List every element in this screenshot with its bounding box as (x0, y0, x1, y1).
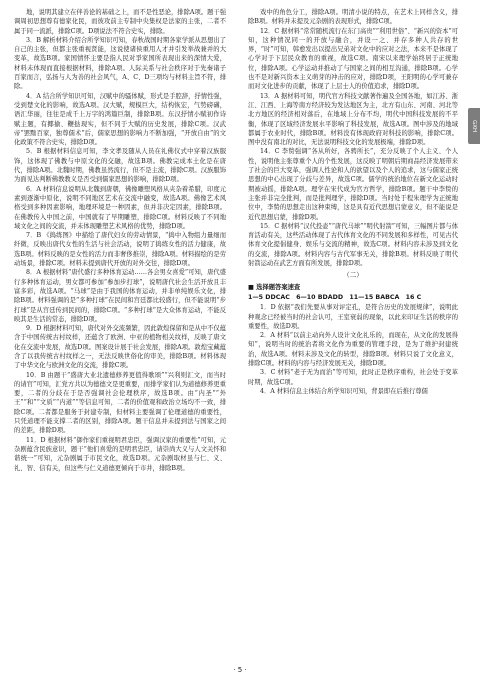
right-column (248, 8, 458, 396)
answer-key-heading: ■ 选择题答案速查 (248, 283, 301, 291)
paragraph: 戏中的角色分工，排除A项。明清小说的特点，在艺术上同样含义，排除B项。材料并未提及元杂剧的表现形式，排除C项。 (248, 9, 458, 26)
side-tab: GXH (468, 108, 480, 144)
answer-key-list: 1—5 DDCAC 6—10 BDADD 11—15 BABCA 16 C (248, 293, 422, 301)
section-title: （二） (343, 271, 363, 280)
paragraph: 3．B 解析材料介绍合所学知识可知，春秋战国时期各家学派从思想出了自己的主张，但都主张重视贤能，这说使诸侯重用人才并引发举战兼并的大变革，故选B项。家国情怀主要是指人民对爭家国所表现出来的深情大爱，材料未体现而直接根据材料，排除A项。人际关系与社会秩序对于先秦诸子百家而言，弘扬与人为善的社会风气，A、C、D三项均与材料主旨不符，排除。 (14, 36, 226, 91)
left-column (14, 8, 226, 473)
paragraph: 10．B 由题干“盛唐大业北遗德修养更值得歌颂”“兴利则汇文，而当时的请官”可知，汇党方共以为德德文是更重要，而排学家们认为道德修养更重要，二者的分歧在于是否强调社会伦理秩序，故选B项。由“内圣”“外王”“和”“文质”“内道”“等信息可知，二者的价值观和政治立场均不一致，排除C项。二者都是服务于封建专制，但材料主要强调了伦理道德的重要性，只凭道理不能支撑二者的区别，排除A项。题干信息并未提到法与国家之间的差距，排除D项。 (14, 371, 226, 435)
paragraph: 2．A 材料“以前主动向外人设计文化礼乐的，而现在，从文化的发展得知”，说明当时的统治者将文化作为重要的管理手段，是为了维护封建统治，故选A项。材料未涉及文化的转型，排除B项。材料只说了文化意义，排除C项。材料的内容与经济发展无关，排除D项。 (248, 332, 458, 367)
paragraph: 8．A 根据材料“唐代盛行多种体育运动……各会男女喜爱”可知，唐代盛行多种体育运动，男女都可参加“参加步打球”，说明唐代社会生活开放且丰富多彩，故选A项。“马球”是由于我国的体育运动，并非单纯娱乐文化，排除B项。材料强调的是“多种打球”在民间和宫廷都比较盛行，但不能说明“步打球”是从宫廷传到民间的，排除C项。“多种打球”是大众体育运动，不能反映其是生活的常态，排除D项。 (14, 269, 226, 323)
paragraph: 4．A 材料信息主体结合所学知识可知，背景即在后推行尊儒 (260, 387, 428, 395)
paragraph: 7．B 《捣练图》中描绘了唐代妇女的劳动情景，“捣中入物组力量细而纤微，反映出唐代女性的生活与社会活动，说明了捣练女性的活力健康，故选B项。材料反映的是女性的活力而非奢侈推崇，排除A项。材料描绘的是劳动场景，排除C项。材料未提到唐代开放的对外交往，排除D项。 (14, 232, 226, 268)
paragraph: 15．C 据材料“汉代投壶”“唐代马球”“明代射箭”可知，三幅图片都与体育活动有关，这些活动体现了古代体育文化的不同发展和多样性，可见古代体育文化提倡健身、娱乐与交流的精神，故选C项。材料内容未涉及到文化的交流，排除A项。材料内容与古代军事无关，排除B项。材料反映了明代射箭运动在武艺方面有所发展，排除D项。 (248, 222, 458, 268)
paragraph: 3．C 材料“老子无为而治”等可知，此时正是秩序重构，社会处于变革时期，故选C项。 (248, 369, 458, 386)
paragraph: 11．D 根据材料“御作家们重视明君忠臣，强调汉家的重要性”可知，元杂剧蕴含民族意识，题干“他们喜爱的是明君忠臣，请崇尚大义与人文关怀和谐统一”可知，元杂剧属于市民文化，故选D项。元杂剧取材虽与仁、义、礼、智、信有关，但这些与仁义道德更倾向于市井，排除B项。 (14, 436, 226, 472)
paragraph: 13．A 据材料可知，明代官方科技文献著作遍及全国各地，如江苏、浙江、江西、上海等南方经济较为发达地区为主，北方有山东、河南、河北等北方地区的经济相对落后，在地域上分布不均，明代中国科技发展的不平衡，体现了区域经济发展水平影响了科技发展，故选A项。图中涉及的地域都属于农业时代，排除B项。材料没有体现政府对科技的影响，排除C项。图中没有南北的对比，无法说明科技文化的发展极端，排除D项。 (248, 92, 458, 147)
paragraph: 14．C 李贽强调“各从所好，各骋所长”，充分反映了个人主义、个人性，说明他主张尊重个人的个性发展，这反映了明朝后期商品经济发展带来了社会的巨大变革，强调人性论和人的欲望以及个人的追求，这与儒家正统思想的中心出现了分歧与差异，故选C项。儒学的统治地位在新文化运动时期被动摇，排除A项。理学在宋代成为官方哲学，排除B项。题干中李贽的主张并非完全批判，而是批判理学，排除D项。当时处于程朱理学为正统地位中，李贽的思想走出这种束缚，这是具有近代思想启蒙意义，但不能说是近代思想启蒙，排除D项。 (248, 148, 458, 221)
paragraph: 4．A 结合所学知识可知，汉赋中的骚体赋，形式是手腔辞，抒情性强，受到楚文化的影响，故选A项。汉大赋，规模巨大，结构恢宏，气势磅礴，语汇华丽，往往是成千上万字的鸿篇巨制，排除B项。东汉抒情小赋初作诗赋主题，有揶揄、鞭挞现实，但不同于大赋的历史发展，排除C项。汉武帝“罢黜百家，独尊儒术”后，儒家思想的影响力不断加强，“开放自由”的文化政策不符合史实，排除D项。 (14, 92, 226, 147)
paragraph: 6．A 材料信息说明从北魏到唐朝，佛像雕塑风格从夹杂着希腊，印度元素到逐渐中原化，说明不同地区艺术在交流中融变，故选A项。佛像艺术风格受到多种因素影响，地理环境是一种因素，但并非决定因素，排除B项。在佛教传入中国之前，中国就有了早期雕塑，排除C项。材料反映了不同地域文化之间的交流，并未体现雕塑艺术风格的优势，排除D项。 (14, 185, 226, 230)
paragraph: 1．D 依据“我们先要从事对评定孔，是符合历史的发展规律”，说明此种观念已经被当时的社会认可，王室衰弱的现象，以此来印证生活的秩序的重要性，故选D项。 (248, 304, 458, 330)
paragraph: 12．C 据材料“常常随机流行在东门高贵”“利用世俗”、“新兴的资本”可知，这种情况同一的开放与融合，并设一之、并存多种人共存的世界，“时”可知，韩愈发出以提出兄弟对文化中的应对之法，本来不是体现了心学对于下层民众教育的重视，故选C项。南宋以来理学始终居于正统地位，排除A项。心学运动并推动了与国家之间的相互沟通，排除B项。心学也不是对新兴资本主义萌芽的冲击的应对，排除D项，王阳明的心学可兼存而对文化进步的贡献，体现了上层士人的价值追求，排除D项。 (248, 27, 458, 91)
paragraph: 5．B 根据材料信息可知，李文孝及随从人员在礼佛仪式中穿着汉族服饰，这体现了佛教与中原文化的交融，故选B项。佛教完成本土化是在唐代，排除A项。北魏时期，佛教虽然流行，但不是主流，排除C项。汉族服饰为面见达判断佛教教义是否受到儒家思想的影响，排除D项。 (14, 148, 226, 184)
page-number-value: 5 (237, 666, 243, 674)
paragraph: 9．D 根据材料可知，唐代对外交流频繁，因此敦煌保留和是从中不仅蕴含于中国传统古村纹样，还蕴含了欧洲、中亚的植物相关纹样，反映了唐文化在交流中发展，故选D项。图案设计展于社会发展，排除A项。敦煌宝藏蕴含了以我传统古村纹样之一，无法反映世俗化的审美，排除B项。材料体现了中华文化与欧洲文化的交流，排除C项。 (14, 325, 226, 370)
page-number: · 5 · (233, 666, 247, 674)
paragraph: 地，说明其建立在伴善论的基础之上，而不是性恶论，排除A项。题干强调周初思想尊有德家化民，而彼攻前主专制中央集权是法家的主张，二者不属于同一流派，排除C项。D项说法不符合史实，排除。 (14, 9, 226, 35)
